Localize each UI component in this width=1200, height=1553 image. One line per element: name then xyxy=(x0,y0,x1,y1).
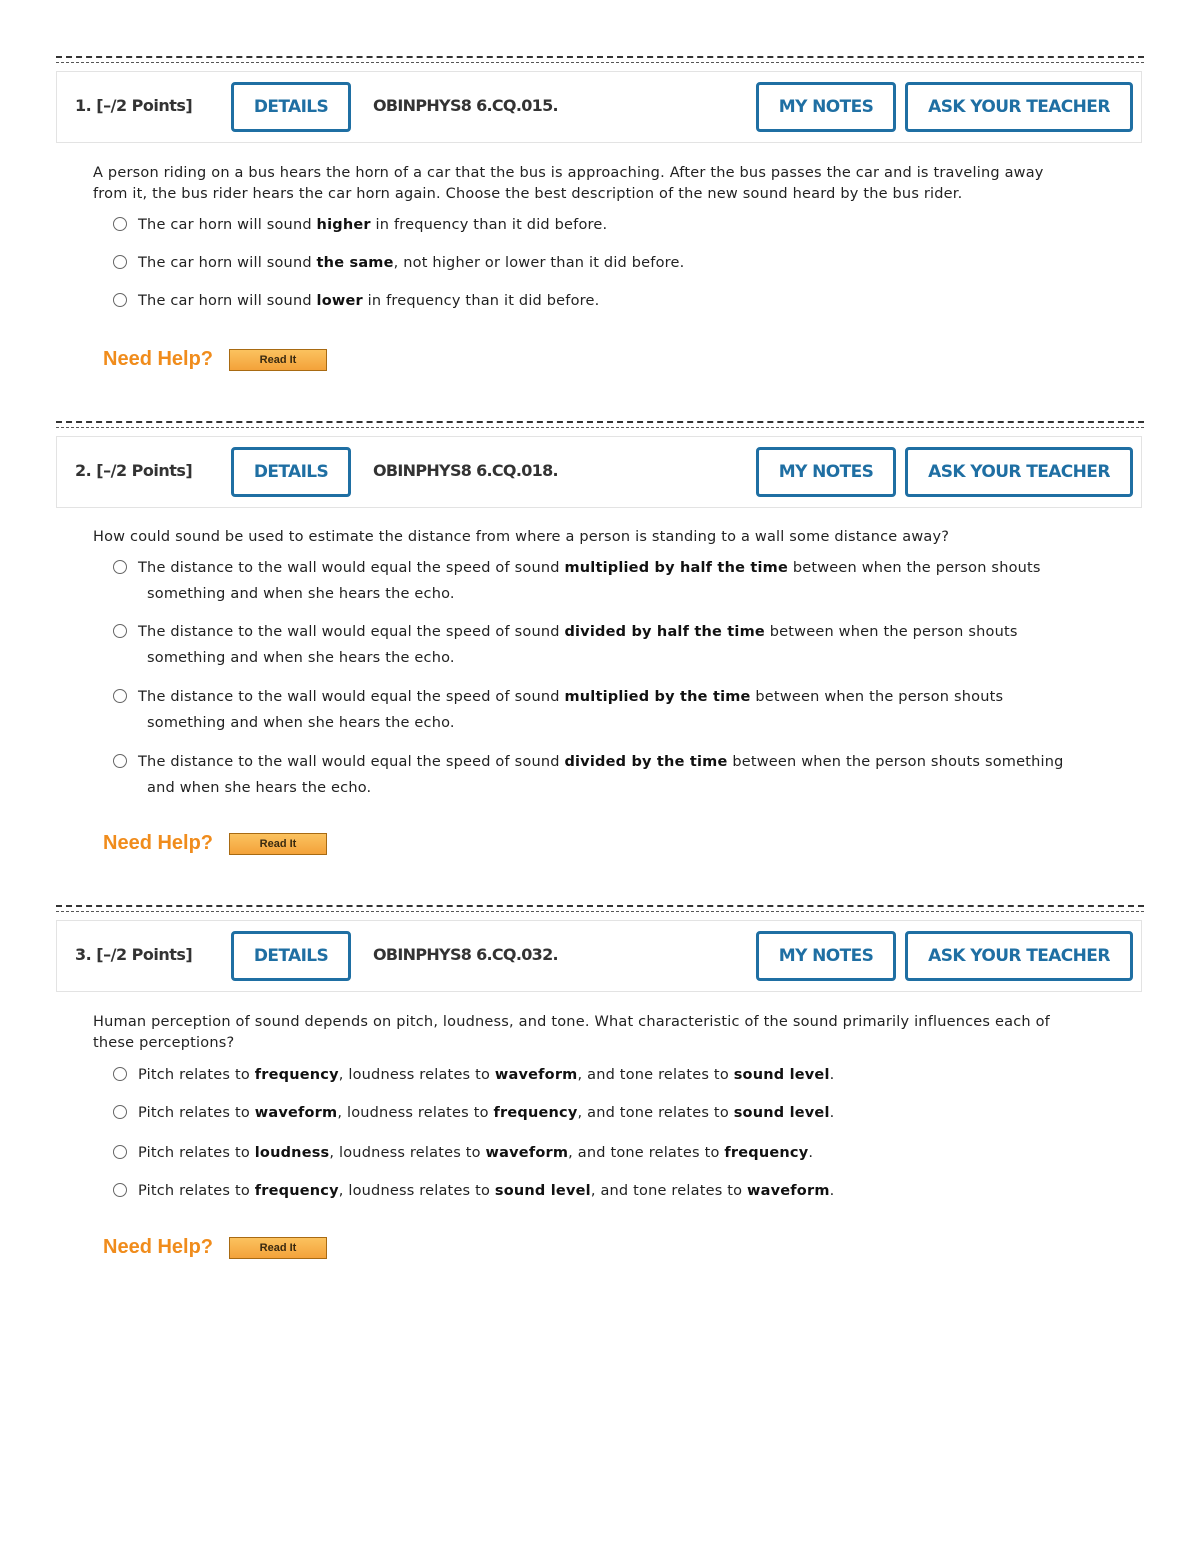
read-it-button[interactable]: Read It xyxy=(229,349,327,371)
divider xyxy=(56,905,1144,912)
ask-teacher-button[interactable]: ASK YOUR TEACHER xyxy=(905,82,1133,132)
question-header xyxy=(56,436,1142,508)
question-code: OBINPHYS8 6.CQ.018. xyxy=(373,461,558,480)
radio-button[interactable] xyxy=(113,560,127,574)
answer-option[interactable]: Pitch relates to frequency, loudness relates to sound level, and tone relates to waveform. xyxy=(113,1178,1153,1204)
answer-option[interactable]: Pitch relates to frequency, loudness relates to waveform, and tone relates to sound level. xyxy=(113,1062,1153,1088)
need-help-label: Need Help? xyxy=(103,832,214,854)
my-notes-button[interactable]: MY NOTES xyxy=(756,82,896,132)
radio-button[interactable] xyxy=(113,1183,127,1197)
details-button[interactable]: DETAILS xyxy=(231,931,351,981)
answer-option[interactable]: Pitch relates to waveform, loudness relates to frequency, and tone relates to sound level. xyxy=(113,1100,1153,1126)
answer-option[interactable]: The distance to the wall would equal the speed of sound divided by half the time between when the person shouts something and when she hears the echo. xyxy=(113,619,1153,671)
my-notes-button[interactable]: MY NOTES xyxy=(756,447,896,497)
answer-option[interactable]: The distance to the wall would equal the speed of sound multiplied by half the time between when the person shouts something and when she hears the echo. xyxy=(113,555,1153,607)
question-points: 1. [–/2 Points] xyxy=(75,96,193,115)
ask-teacher-button[interactable]: ASK YOUR TEACHER xyxy=(905,931,1133,981)
answer-option[interactable]: The car horn will sound higher in frequency than it did before. xyxy=(113,212,1153,238)
question-prompt: How could sound be used to estimate the distance from where a person is standing to a wall some distance away? xyxy=(93,529,950,545)
question-header xyxy=(56,71,1142,143)
radio-button[interactable] xyxy=(113,754,127,768)
my-notes-button[interactable]: MY NOTES xyxy=(756,931,896,981)
answer-option[interactable]: The distance to the wall would equal the speed of sound multiplied by the time between when the person shouts something and when she hears the echo. xyxy=(113,684,1153,736)
question-header xyxy=(56,920,1142,992)
need-help-label: Need Help? xyxy=(103,1236,214,1258)
radio-button[interactable] xyxy=(113,1067,127,1081)
answer-option[interactable]: The distance to the wall would equal the speed of sound divided by the time between when the person shouts something and when she hears the echo. xyxy=(113,749,1153,801)
divider xyxy=(56,421,1144,428)
read-it-button[interactable]: Read It xyxy=(229,1237,327,1259)
question-prompt: A person riding on a bus hears the horn of a car that the bus is approaching. After the bus passes the car and is traveling away from it, the bus rider hears the car horn again. Choose the best description of the new sound heard by the bus rider. xyxy=(93,165,1044,202)
question-code: OBINPHYS8 6.CQ.032. xyxy=(373,945,558,964)
question-prompt: Human perception of sound depends on pitch, loudness, and tone. What characteristic of the sound primarily influences each of these perceptions? xyxy=(93,1014,1050,1051)
answer-option[interactable]: The car horn will sound the same, not higher or lower than it did before. xyxy=(113,250,1153,276)
answer-option[interactable]: Pitch relates to loudness, loudness relates to waveform, and tone relates to frequency. xyxy=(113,1140,1153,1166)
radio-button[interactable] xyxy=(113,1105,127,1119)
question-points: 3. [–/2 Points] xyxy=(75,945,193,964)
ask-teacher-button[interactable]: ASK YOUR TEACHER xyxy=(905,447,1133,497)
need-help-label: Need Help? xyxy=(103,348,214,370)
radio-button[interactable] xyxy=(113,255,127,269)
radio-button[interactable] xyxy=(113,1145,127,1159)
radio-button[interactable] xyxy=(113,293,127,307)
details-button[interactable]: DETAILS xyxy=(231,447,351,497)
question-2 xyxy=(56,421,1144,854)
question-code: OBINPHYS8 6.CQ.015. xyxy=(373,96,558,115)
question-3 xyxy=(56,905,1144,1258)
radio-button[interactable] xyxy=(113,217,127,231)
question-1 xyxy=(56,56,1144,370)
radio-button[interactable] xyxy=(113,624,127,638)
radio-button[interactable] xyxy=(113,689,127,703)
answer-option[interactable]: The car horn will sound lower in frequency than it did before. xyxy=(113,288,1153,314)
details-button[interactable]: DETAILS xyxy=(231,82,351,132)
read-it-button[interactable]: Read It xyxy=(229,833,327,855)
question-points: 2. [–/2 Points] xyxy=(75,461,193,480)
divider xyxy=(56,56,1144,63)
